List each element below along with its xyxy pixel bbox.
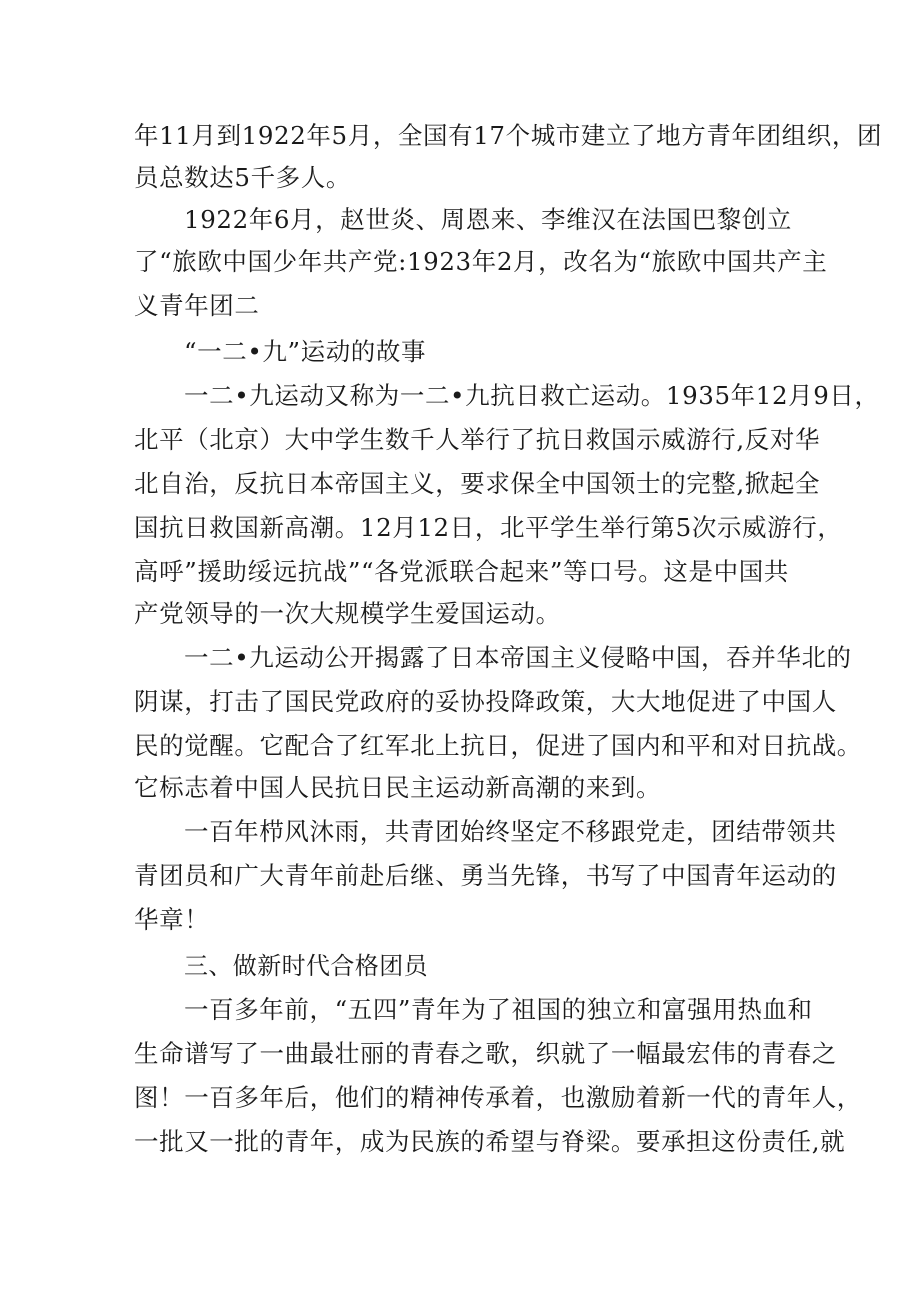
paragraph-2-line-1: 1922年6月，赵世炎、周恩来、李维汉在法国巴黎创立 [184, 205, 793, 234]
paragraph-8-line-1: 一百多年前，“五四”青年为了祖国的独立和富强用热血和 [184, 995, 813, 1024]
section-heading: 三、做新时代合格团员 [184, 952, 428, 980]
paragraph-5-line-2: 阴谋，打击了国民党政府的妥协投降政策，大大地促进了中国人 [134, 687, 837, 716]
paragraph-5-line-1: 一二•九运动公开揭露了日本帝国主义侵略中国，吞并华北的 [184, 643, 852, 672]
section-subtitle: “一二•九”运动的故事 [184, 337, 427, 366]
paragraph-4-line-3: 北自治，反抗日本帝国主义，要求保全中国领士的完整,掀起全 [134, 469, 821, 498]
paragraph-6-line-1: 一百年栉风沐雨，共青团始终坚定不移跟党走，团结带领共 [184, 817, 837, 846]
paragraph-1-line-2: 员总数达5千多人。 [134, 163, 351, 192]
paragraph-4-line-2: 北平（北京）大中学生数千人举行了抗日救国示威游行,反对华 [134, 425, 821, 454]
paragraph-4-line-5: 高呼”援助绥远抗战”“各党派联合起来”等口号。这是中国共 [134, 557, 789, 586]
paragraph-6-line-2: 青团员和广大青年前赴后继、勇当先锋，书写了中国青年运动的 [134, 861, 837, 890]
paragraph-5-line-3: 民的觉醒。它配合了红军北上抗日，促进了国内和平和对日抗战。 [134, 731, 862, 760]
paragraph-8-line-3: 图！一百多年后，他们的精神传承着，也激励着新一代的青年人， [134, 1083, 862, 1112]
paragraph-4-line-4: 国抗日救国新高潮。12月12日，北平学生举行第5次示威游行， [134, 513, 843, 542]
paragraph-8-line-4: 一批又一批的青年，成为民族的希望与脊梁。要承担这份责任,就 [134, 1127, 846, 1156]
paragraph-6-line-3: 华章！ [134, 905, 210, 934]
paragraph-2-line-3: 义青年团二 [134, 291, 260, 320]
paragraph-4-line-6: 产党领导的一次大规模学生爱国运动。 [134, 599, 561, 628]
paragraph-2-line-2: 了“旅欧中国少年共产党:1923年2月，改名为“旅欧中国共产主 [134, 247, 828, 276]
paragraph-4-line-1: 一二•九运动又称为一二•九抗日救亡运动。1935年12月9日， [184, 381, 880, 410]
paragraph-1-line-1: 年11月到1922年5月，全国有17个城市建立了地方青年团组织，团 [134, 121, 883, 150]
paragraph-5-line-4: 它标志着中国人民抗日民主运动新高潮的来到。 [134, 773, 662, 802]
paragraph-8-line-2: 生命谱写了一曲最壮丽的青春之歌，织就了一幅最宏伟的青春之 [134, 1039, 837, 1068]
